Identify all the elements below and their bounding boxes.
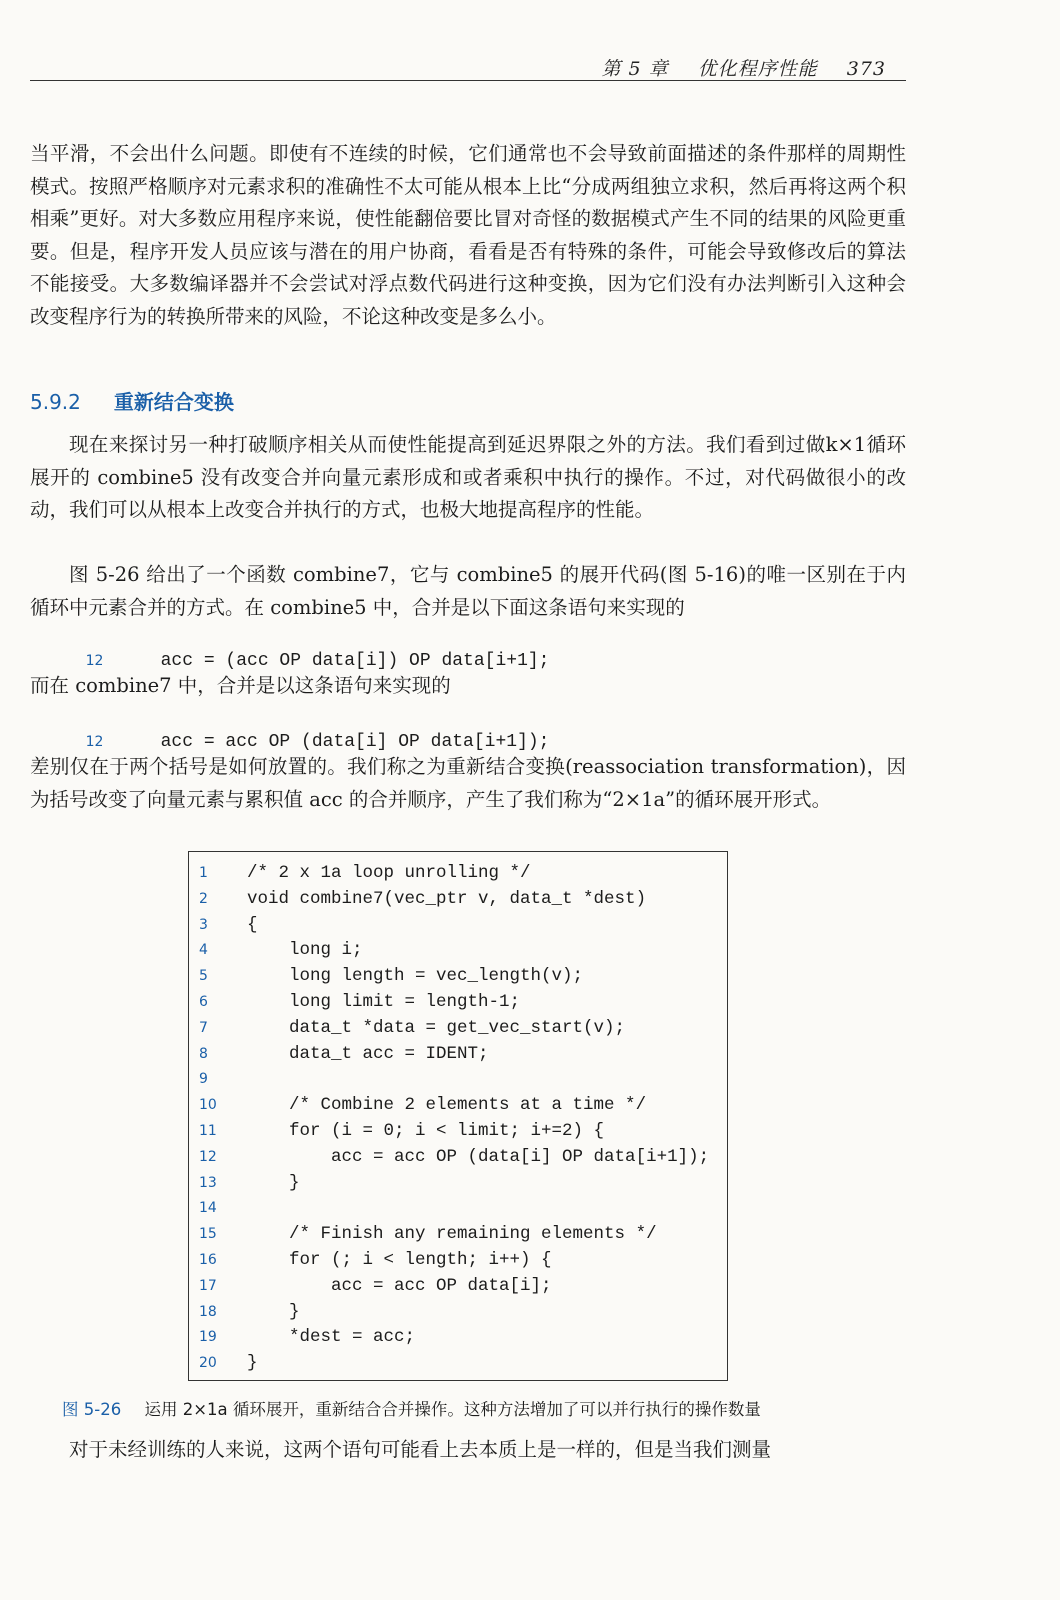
line-number: 11 [199,1123,217,1139]
code-snippet-1 [30,631,549,671]
line-number: 6 [199,994,208,1010]
code-text: long length = vec_length(v); [247,966,584,987]
paragraph-3: 图 5-26 给出了一个函数 combine7，它与 combine5 的展开代码(图 5-16)的唯一区别在于内循环中元素合并的方式。在 combine5 中，合并是以下面这条语句来实现的 [30,563,906,619]
code-text: void combine7(vec_ptr v, data_t *dest) [247,888,647,909]
code-text: for (; i < length; i++) { [247,1250,552,1270]
code-line [189,1273,552,1299]
chapter-title: 优化程序性能 [697,58,818,80]
code-snippet-2 [30,712,549,752]
figure-label: 图 5-26 [62,1400,122,1419]
code-text: *dest = acc; [247,1327,416,1348]
code-text: long limit = length-1; [247,992,521,1012]
line-number: 10 [199,1097,217,1114]
code-line [189,1221,657,1247]
code-text: /* Finish any remaining elements */ [247,1224,657,1245]
code-line [189,886,646,912]
code-line [189,937,363,963]
code-line [189,1118,604,1144]
line-number: 13 [199,1174,217,1191]
code-text: data_t *data = get_vec_start(v); [247,1017,626,1038]
code-line [189,1041,489,1067]
paragraph-4: 而在 combine7 中，合并是以这条语句来实现的 [30,674,451,697]
paragraph-2: 现在来探讨另一种打破顺序相关从而使性能提高到延迟界限之外的方法。我们看到过做k×1循环展开的 combine5 没有改变合并向量元素形成和或者乘积中执行的操作。不过，对代码做很小的改动，我们可以从根本上改变合并执行的方式，也极大地提高程序的性能。 [30,433,906,522]
header-text [579,54,886,81]
section-number: 5.9.2 [30,390,81,414]
line-number: 15 [199,1226,217,1243]
line-number: 18 [199,1303,217,1320]
code-text: } [247,1353,258,1374]
code-line [189,963,583,989]
line-number: 5 [199,968,208,985]
caption-text: 运用 2×1a 循环展开，重新结合合并操作。这种方法增加了可以并行执行的操作数量 [144,1400,761,1419]
code-text: /* 2 x 1a loop unrolling */ [247,863,531,883]
line-number: 19 [199,1329,217,1346]
line-number: 3 [199,916,208,933]
section-heading [30,386,234,415]
code-line [189,1144,709,1170]
code-line [189,912,258,938]
code-line [189,1247,552,1273]
line-number: 1 [199,865,208,881]
line-number: 20 [199,1355,217,1372]
code-line [189,860,531,886]
code-text: acc = acc OP (data[i] OP data[i+1]); [160,732,550,752]
section-title: 重新结合变换 [113,390,234,414]
line-number: 12 [85,653,104,669]
code-text: acc = acc OP (data[i] OP data[i+1]); [247,1146,710,1167]
line-number: 7 [199,1019,208,1036]
code-line [189,1299,300,1325]
code-text: acc = acc OP data[i]; [247,1275,552,1296]
code-text: data_t acc = IDENT; [247,1043,489,1064]
chapter-label: 第 5 章 [601,58,669,80]
code-text: } [247,1172,300,1193]
line-number: 17 [199,1277,217,1294]
figure-caption [62,1396,761,1420]
code-line [189,1170,300,1196]
paragraph-6: 对于未经训练的人来说，这两个语句可能看上去本质上是一样的，但是当我们测量 [69,1438,772,1461]
code-text: /* Combine 2 elements at a time */ [247,1095,647,1116]
code-text: } [247,1301,300,1322]
code-line [189,989,520,1015]
code-line [189,1015,625,1041]
line-number: 14 [199,1200,217,1217]
code-line [189,1350,258,1376]
line-number: 12 [199,1148,217,1165]
paragraph-5: 差别仅在于两个括号是如何放置的。我们称之为重新结合变换(reassociation transformation)，因为括号改变了向量元素与累积值 acc 的合并顺序，产生了我们称为“2×1a”的循环展开形式。 [30,755,906,811]
line-number: 4 [199,942,208,959]
code-text: { [247,914,258,935]
code-line [189,1195,247,1221]
code-line [189,1324,415,1350]
code-text: acc = (acc OP data[i]) OP data[i+1]; [160,651,550,671]
code-line [189,1066,247,1092]
line-number: 9 [199,1071,208,1088]
line-number: 12 [85,734,104,750]
line-number: 8 [199,1045,208,1062]
code-line [189,1092,646,1118]
paragraph-1: 当平滑，不会出什么问题。即使有不连续的时候，它们通常也不会导致前面描述的条件那样的周期性模式。按照严格顺序对元素求积的准确性不太可能从根本上比“分成两组独立求积，然后再将这两个积相乘”更好。对大多数应用程序来说，使性能翻倍要比冒对奇怪的数据模式产生不同的结果的风险更重要。但是，程序开发人员应该与潜在的用户协商，看看是否有特殊的条件，可能会导致修改后的算法不能接受。大多数编译器并不会尝试对浮点数代码进行这种变换，因为它们没有办法判断引入这种会改变程序行为的转换所带来的风险，不论这种改变是多么小。 [30,142,906,328]
code-text: for (i = 0; i < limit; i+=2) { [247,1121,605,1141]
code-text: long i; [247,940,363,961]
running-header [30,50,906,81]
page-number: 373 [846,58,886,80]
line-number: 2 [199,890,208,907]
line-number: 16 [199,1252,217,1268]
code-listing-figure [188,851,728,1381]
